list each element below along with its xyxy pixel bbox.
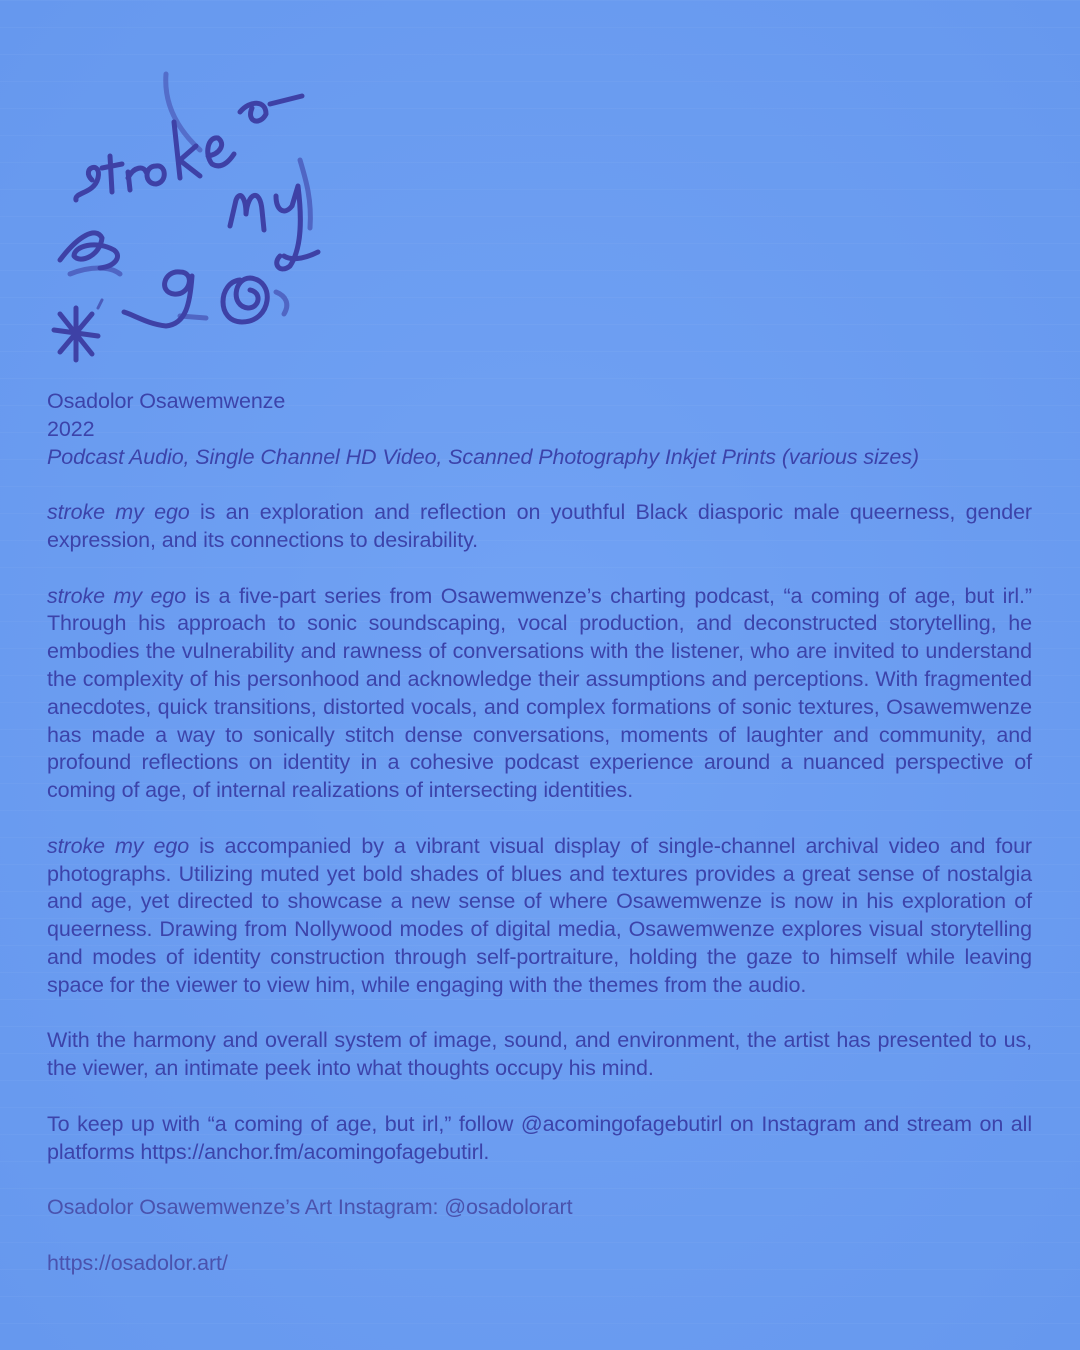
stroke-my-ego-scribble-logo [40, 60, 340, 370]
artwork-medium: Podcast Audio, Single Channel HD Video, Scanned Photography Inkjet Prints (various sizes) [47, 444, 919, 469]
paragraph-podcast [47, 583, 1032, 805]
logo [40, 60, 340, 370]
work-title: stroke my ego [47, 500, 190, 525]
artwork-year: 2022 [47, 416, 95, 441]
paragraph-text: is an exploration and reflection on youthful Black diasporic male queerness, gender expression, and its connections to desirability. [47, 500, 1032, 552]
artist-name: Osadolor Osawemwenze [47, 389, 286, 413]
artwork-description [47, 388, 1032, 1278]
art-instagram-line: Osadolor Osawemwenze’s Art Instagram: @osadolorart [47, 1195, 573, 1220]
artwork-meta [47, 388, 1032, 471]
paragraph-intro [47, 499, 1032, 555]
work-title: stroke my ego [47, 833, 190, 858]
paragraph-text: is a five-part series from Osawemwenze’s charting podcast, “a coming of age, but irl.” Through his approach to sonic soundscaping, vocal production, and deconstructed storytelling, he embodies the vulnerability and rawness of conversations with the listener, who are invited to understand the complexity of his personhood and acknowledge their assumptions and perceptions. With fragmented anecdotes, quick transitions, distorted vocals, and complex formations of sonic textures, Osawemwenze has made a way to sonically stitch dense conversations, moments of laughter and community, and profound reflections on identity in a cohesive podcast experience around a nuanced perspective of coming of age, of internal realizations of intersecting identities. [47, 583, 1032, 803]
work-title: stroke my ego [47, 583, 187, 608]
paragraph-harmony: With the harmony and overall system of image, sound, and environment, the artist has presented to us, the viewer, an intimate peek into what thoughts occupy his mind. [47, 1028, 1032, 1081]
paragraph-follow: To keep up with “a coming of age, but irl,” follow @acomingofagebutirl on Instagram and stream on all platforms https://anchor.fm/acomingofagebutirl. [47, 1111, 1032, 1164]
website-link[interactable]: https://osadolor.art/ [47, 1250, 228, 1275]
paragraph-visual [47, 833, 1032, 1000]
paragraph-text: is accompanied by a vibrant visual display of single-channel archival video and four photographs. Utilizing muted yet bold shades of blues and textures provides a great sense of nostalgia and age, yet directed to showcase a new sense of where Osawemwenze is now in his exploration of queerness. Drawing from Nollywood modes of digital media, Osawemwenze explores visual storytelling and modes of identity construction through self-portraiture, holding the gaze to himself while leaving space for the viewer to view him, while engaging with the themes from the audio. [47, 833, 1032, 997]
